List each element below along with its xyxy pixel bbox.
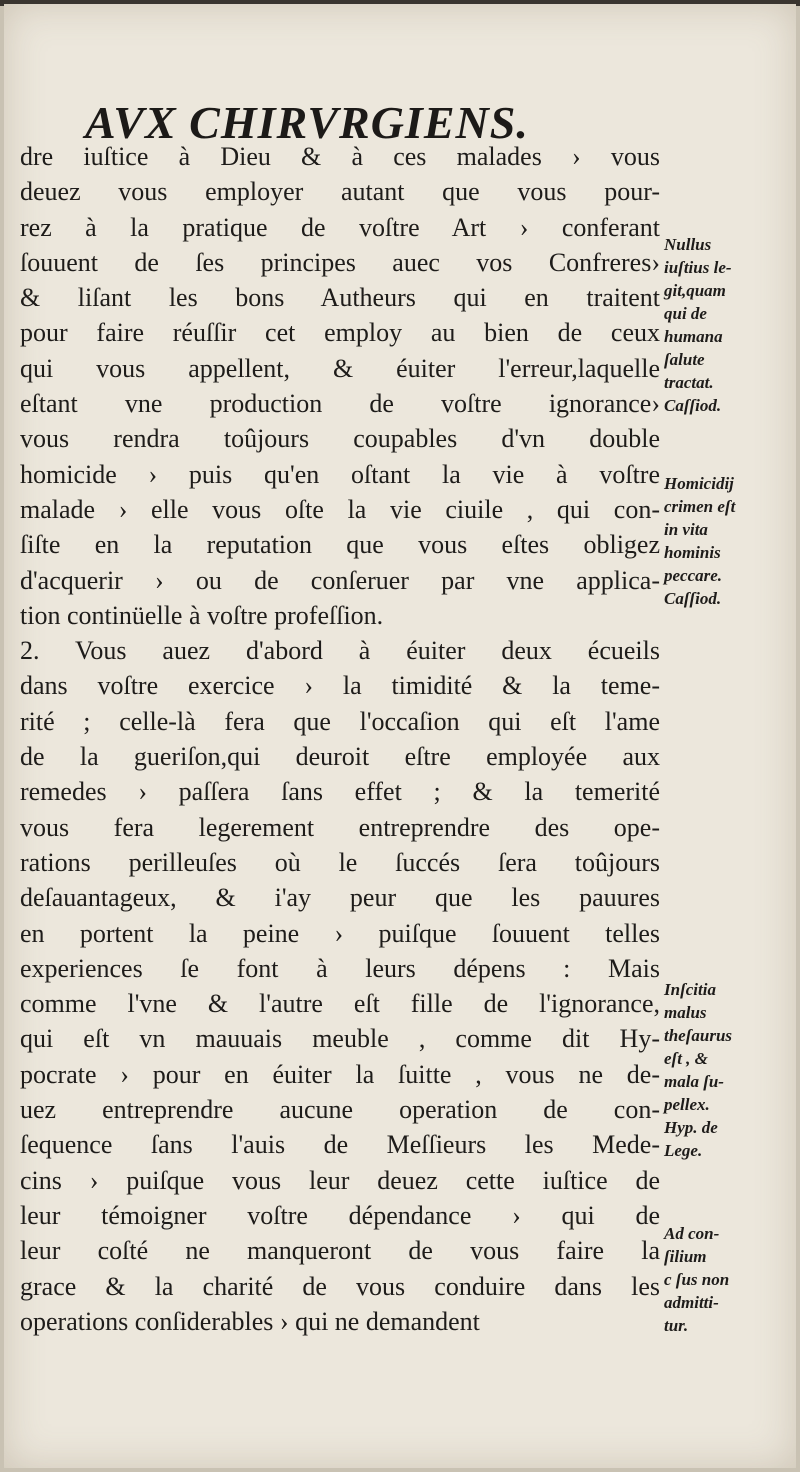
- margin-note-line: Lege.: [664, 1141, 703, 1160]
- running-head: AVX CHIRVRGIENS.: [85, 97, 529, 148]
- text-line: dans voſtre exercice › la timidité & la teme-: [20, 671, 660, 701]
- text-line: rité ; celle-là fera que l'occaſion qui eſt l'ame: [20, 706, 660, 736]
- text-line: cins › puiſque vous leur deuez cette iuſtice de: [20, 1165, 660, 1195]
- text-line: leur témoigner voſtre dépendance › qui de: [20, 1200, 660, 1230]
- margin-note-line: Nullus: [664, 235, 712, 254]
- text-line: malade › elle vous oſte la vie ciuile , qui con-: [20, 494, 660, 524]
- text-line: ſiſte en la reputation que vous eſtes obligez: [20, 530, 660, 560]
- margin-note-line: Hyp. de: [664, 1118, 718, 1137]
- margin-note-line: theſaurus: [664, 1026, 733, 1045]
- margin-note-line: tractat.: [664, 373, 714, 392]
- text-line: ſequence ſans l'auis de Meſſieurs les Mede-: [20, 1130, 660, 1160]
- margin-note-line: iuſtius le-: [664, 258, 732, 277]
- margin-note-homicidii: [664, 472, 794, 610]
- margin-note-line: Caſſiod.: [664, 396, 722, 415]
- text-line: qui vous appellent, & éuiter l'erreur,laquelle: [20, 353, 660, 383]
- margin-note-line: Inſcitia: [664, 980, 716, 999]
- margin-note-line: pellex.: [664, 1095, 710, 1114]
- margin-note-line: in vita: [664, 520, 708, 539]
- text-line: operations conſiderables › qui ne demandent: [20, 1306, 480, 1336]
- margin-note-line: peccare.: [664, 566, 723, 585]
- text-line: remedes › paſſera ſans effet ; & la temerité: [20, 777, 660, 807]
- text-line: dre iuſtice à Dieu & à ces malades › vous: [20, 142, 660, 171]
- text-line: qui eſt vn mauuais meuble , comme dit Hy-: [20, 1024, 660, 1054]
- text-line: pocrate › pour en éuiter la ſuitte , vous ne de-: [20, 1059, 660, 1089]
- text-line: uez entreprendre aucune operation de con-: [20, 1095, 660, 1125]
- text-line: ſouuent de ſes principes auec vos Confreres›: [20, 247, 660, 277]
- text-line: homicide › puis qu'en oſtant la vie à voſtre: [20, 459, 660, 489]
- margin-note-line: git,quam: [664, 281, 726, 300]
- margin-note-line: eſt , &: [664, 1049, 708, 1068]
- text-line: 2. Vous auez d'abord à éuiter deux écueils: [20, 636, 660, 666]
- margin-note-line: ſalute: [664, 350, 705, 369]
- text-line: deſauantageux, & i'ay peur que les pauures: [20, 883, 660, 913]
- margin-note-nullus: [664, 233, 794, 417]
- text-line: & liſant les bons Autheurs qui en traitent: [20, 283, 660, 313]
- text-line: vous rendra toûjours coupables d'vn double: [20, 424, 660, 454]
- margin-note-line: humana: [664, 327, 723, 346]
- body-text: [20, 139, 660, 1339]
- margin-note-ad-consilium: [664, 1222, 794, 1337]
- margin-note-line: ſilium: [664, 1247, 707, 1266]
- margin-note-line: tur.: [664, 1316, 689, 1335]
- text-line: en portent la peine › puiſque ſouuent telles: [20, 918, 660, 948]
- text-line: leur coſté ne manqueront de vous faire la: [20, 1236, 660, 1266]
- text-line: de la gueriſon,qui deuroit eſtre employée aux: [20, 742, 660, 772]
- margin-note-line: admitti-: [664, 1293, 719, 1312]
- text-line: rez à la pratique de voſtre Art › conferant: [20, 212, 660, 242]
- text-line: grace & la charité de vous conduire dans les: [20, 1271, 660, 1301]
- margin-note-line: Homicidij: [664, 474, 734, 493]
- margin-note-line: Ad con-: [664, 1224, 720, 1243]
- margin-note-line: hominis: [664, 543, 721, 562]
- margin-note-line: malus: [664, 1003, 707, 1022]
- text-line: experiences ſe font à leurs dépens : Mais: [20, 953, 660, 983]
- margin-note-line: qui de: [664, 304, 707, 323]
- text-line: tion continüelle à voſtre profeſſion.: [20, 600, 384, 630]
- text-line: deuez vous employer autant que vous pour-: [20, 177, 660, 207]
- text-line: pour faire réuſſir cet employ au bien de ceux: [20, 318, 660, 348]
- margin-note-line: crimen eſt: [664, 497, 736, 516]
- text-line: d'acquerir › ou de conſeruer par vne applica-: [20, 565, 660, 595]
- margin-note-inscitia: [664, 978, 794, 1162]
- text-line: eſtant vne production de voſtre ignorance›: [20, 389, 660, 419]
- margin-note-line: Caſſiod.: [664, 589, 722, 608]
- margin-note-line: mala ſu-: [664, 1072, 724, 1091]
- text-line: comme l'vne & l'autre eſt fille de l'ignorance,: [20, 989, 660, 1019]
- text-line: vous fera legerement entreprendre des ope-: [20, 812, 660, 842]
- margin-note-line: c ſus non: [664, 1270, 730, 1289]
- text-line: rations perilleuſes où le ſuccés ſera toûjours: [20, 847, 660, 877]
